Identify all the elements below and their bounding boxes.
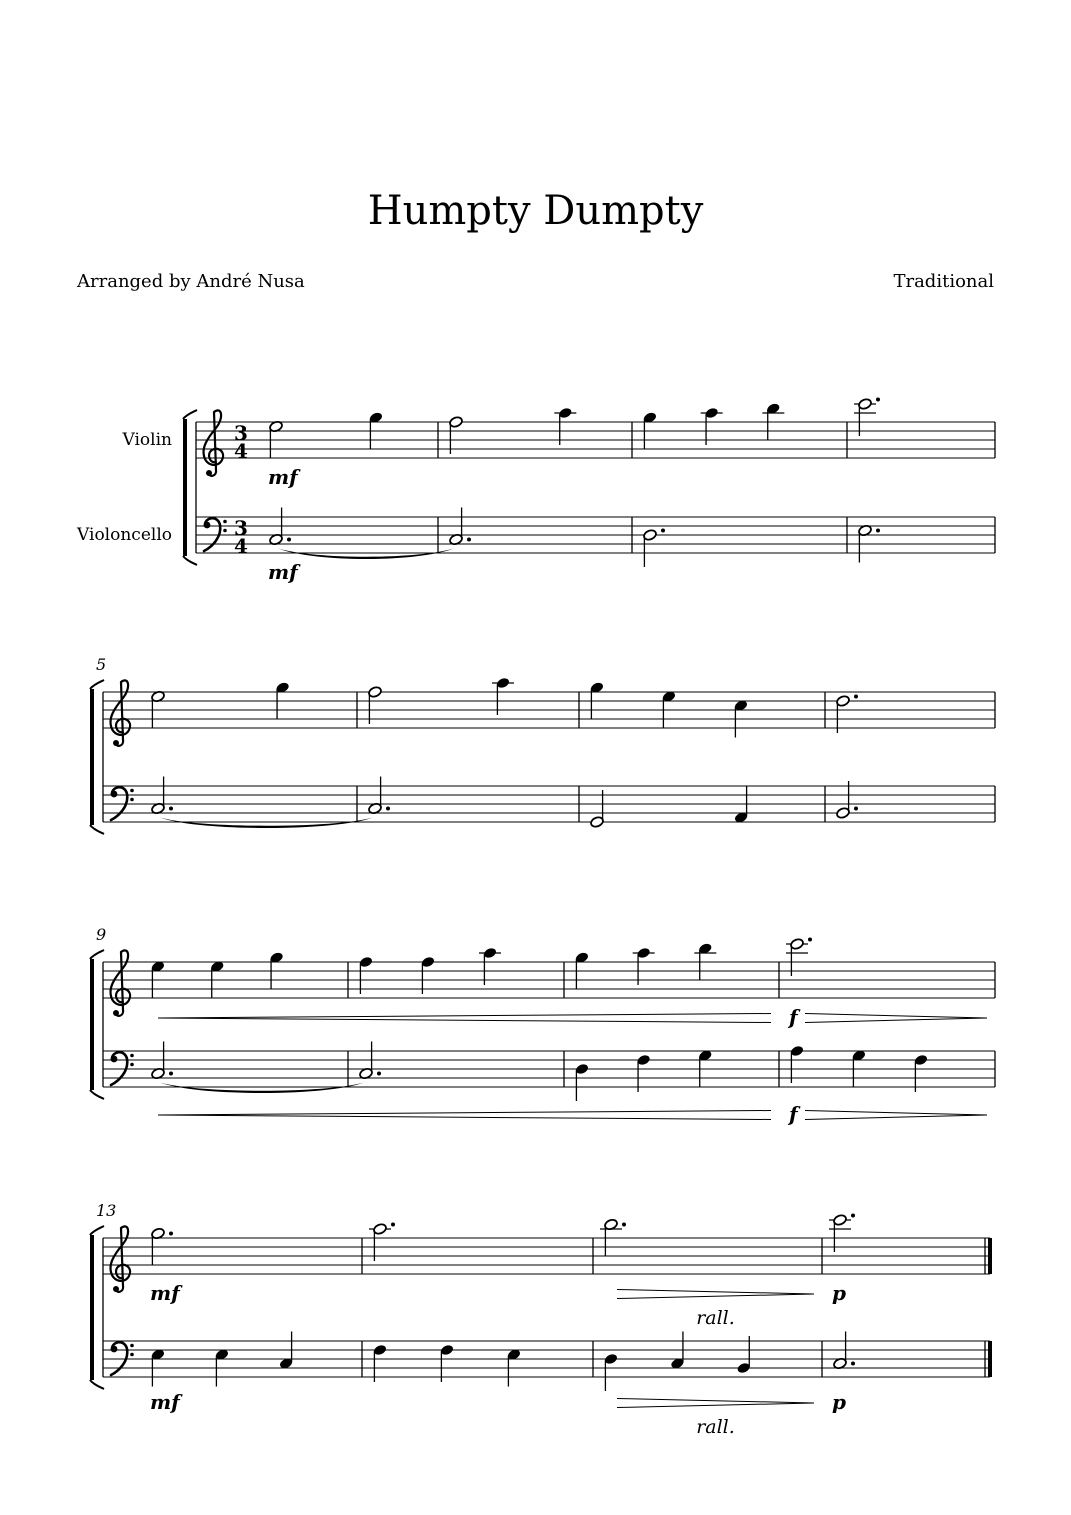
crescendo-hairpin <box>158 1115 771 1120</box>
bracket-top-hook <box>90 950 104 959</box>
augmentation-dot <box>854 695 858 699</box>
augmentation-dot <box>386 807 390 811</box>
rallentando-marking: rall. <box>696 1307 735 1329</box>
bass-clef-dot <box>130 798 134 802</box>
dynamic-marking: f <box>789 1102 798 1126</box>
treble-clef-path <box>111 1226 131 1291</box>
bass-clef-dot <box>130 1353 134 1357</box>
system-bracket <box>90 689 94 825</box>
dynamic-marking: mf <box>150 1281 180 1305</box>
bracket-bottom-hook <box>90 1090 104 1099</box>
bass-clef-dot <box>130 1063 134 1067</box>
tie-arc <box>160 818 373 829</box>
composer-credit: Traditional <box>893 271 994 292</box>
bass-clef-dot <box>111 1056 118 1063</box>
diminuendo-hairpin <box>617 1399 814 1404</box>
treble-clef-icon <box>204 410 224 476</box>
treble-clef-dot <box>206 470 212 476</box>
bracket-top-hook <box>90 1226 104 1235</box>
augmentation-dot <box>661 529 665 533</box>
bass-clef-dot <box>130 1054 134 1058</box>
treble-clef-path <box>111 950 131 1015</box>
diminuendo-hairpin <box>617 1290 814 1295</box>
time-signature-bottom: 4 <box>234 534 248 558</box>
final-barline-thick <box>988 1238 992 1274</box>
augmentation-dot <box>854 807 858 811</box>
bass-clef-dot <box>111 791 118 798</box>
treble-clef-dot <box>113 1010 119 1016</box>
tie-arc <box>278 549 454 560</box>
piece-title: Humpty Dumpty <box>367 188 704 234</box>
system-bracket <box>183 419 187 556</box>
bass-clef-dot <box>223 520 227 524</box>
bass-clef-dot <box>204 522 211 529</box>
arranger-credit: Arranged by André Nusa <box>77 271 305 292</box>
diminuendo-hairpin <box>617 1403 814 1408</box>
system-bracket <box>90 959 94 1090</box>
bracket-top-hook <box>183 410 197 419</box>
augmentation-dot <box>169 1232 173 1236</box>
measure-number: 5 <box>96 655 107 674</box>
measure-number: 9 <box>96 925 107 944</box>
crescendo-hairpin <box>158 1014 771 1019</box>
time-signature-top: 3 <box>234 516 248 540</box>
diminuendo-hairpin <box>805 1111 987 1116</box>
final-barline-thick <box>988 1341 992 1377</box>
measure-number: 13 <box>96 1201 117 1220</box>
augmentation-dot <box>622 1223 626 1227</box>
bass-clef-dot <box>130 789 134 793</box>
diminuendo-hairpin <box>805 1115 987 1120</box>
augmentation-dot <box>851 1214 855 1218</box>
augmentation-dot <box>876 398 880 402</box>
diminuendo-hairpin <box>617 1294 814 1299</box>
augmentation-dot <box>377 1072 381 1076</box>
augmentation-dot <box>287 538 291 542</box>
dynamic-marking: mf <box>268 465 298 489</box>
augmentation-dot <box>467 538 471 542</box>
diminuendo-hairpin <box>805 1018 987 1023</box>
dynamic-marking: f <box>789 1005 798 1029</box>
diminuendo-hairpin <box>805 1014 987 1019</box>
bass-clef-dot <box>130 1344 134 1348</box>
treble-clef-dot <box>113 1286 119 1292</box>
bass-clef-dot <box>111 1346 118 1353</box>
tie-arc <box>160 1083 364 1094</box>
instrument-label-cello: Violoncello <box>77 525 172 545</box>
time-signature-top: 3 <box>234 421 248 445</box>
dynamic-marking: mf <box>150 1390 180 1414</box>
treble-clef-path <box>111 680 131 745</box>
augmentation-dot <box>851 1362 855 1366</box>
bracket-bottom-hook <box>90 1380 104 1389</box>
system-bracket <box>90 1235 94 1380</box>
augmentation-dot <box>169 807 173 811</box>
crescendo-hairpin <box>158 1111 771 1116</box>
rallentando-marking: rall. <box>696 1416 735 1438</box>
instrument-label-violin: Violin <box>122 430 172 450</box>
augmentation-dot <box>808 938 812 942</box>
dynamic-marking: mf <box>268 560 298 584</box>
time-signature-bottom: 4 <box>234 439 248 463</box>
bracket-bottom-hook <box>183 556 197 565</box>
treble-clef-dot <box>113 740 119 746</box>
augmentation-dot <box>169 1072 173 1076</box>
dynamic-marking: p <box>832 1390 846 1414</box>
bracket-bottom-hook <box>90 825 104 834</box>
dynamic-marking: p <box>832 1281 846 1305</box>
augmentation-dot <box>391 1223 395 1227</box>
bass-clef-dot <box>223 529 227 533</box>
treble-clef-path <box>204 410 224 475</box>
augmentation-dot <box>876 529 880 533</box>
treble-clef-icon <box>111 680 131 746</box>
bracket-top-hook <box>90 680 104 689</box>
treble-clef-icon <box>111 950 131 1016</box>
treble-clef-icon <box>111 1226 131 1292</box>
crescendo-hairpin <box>158 1018 771 1023</box>
